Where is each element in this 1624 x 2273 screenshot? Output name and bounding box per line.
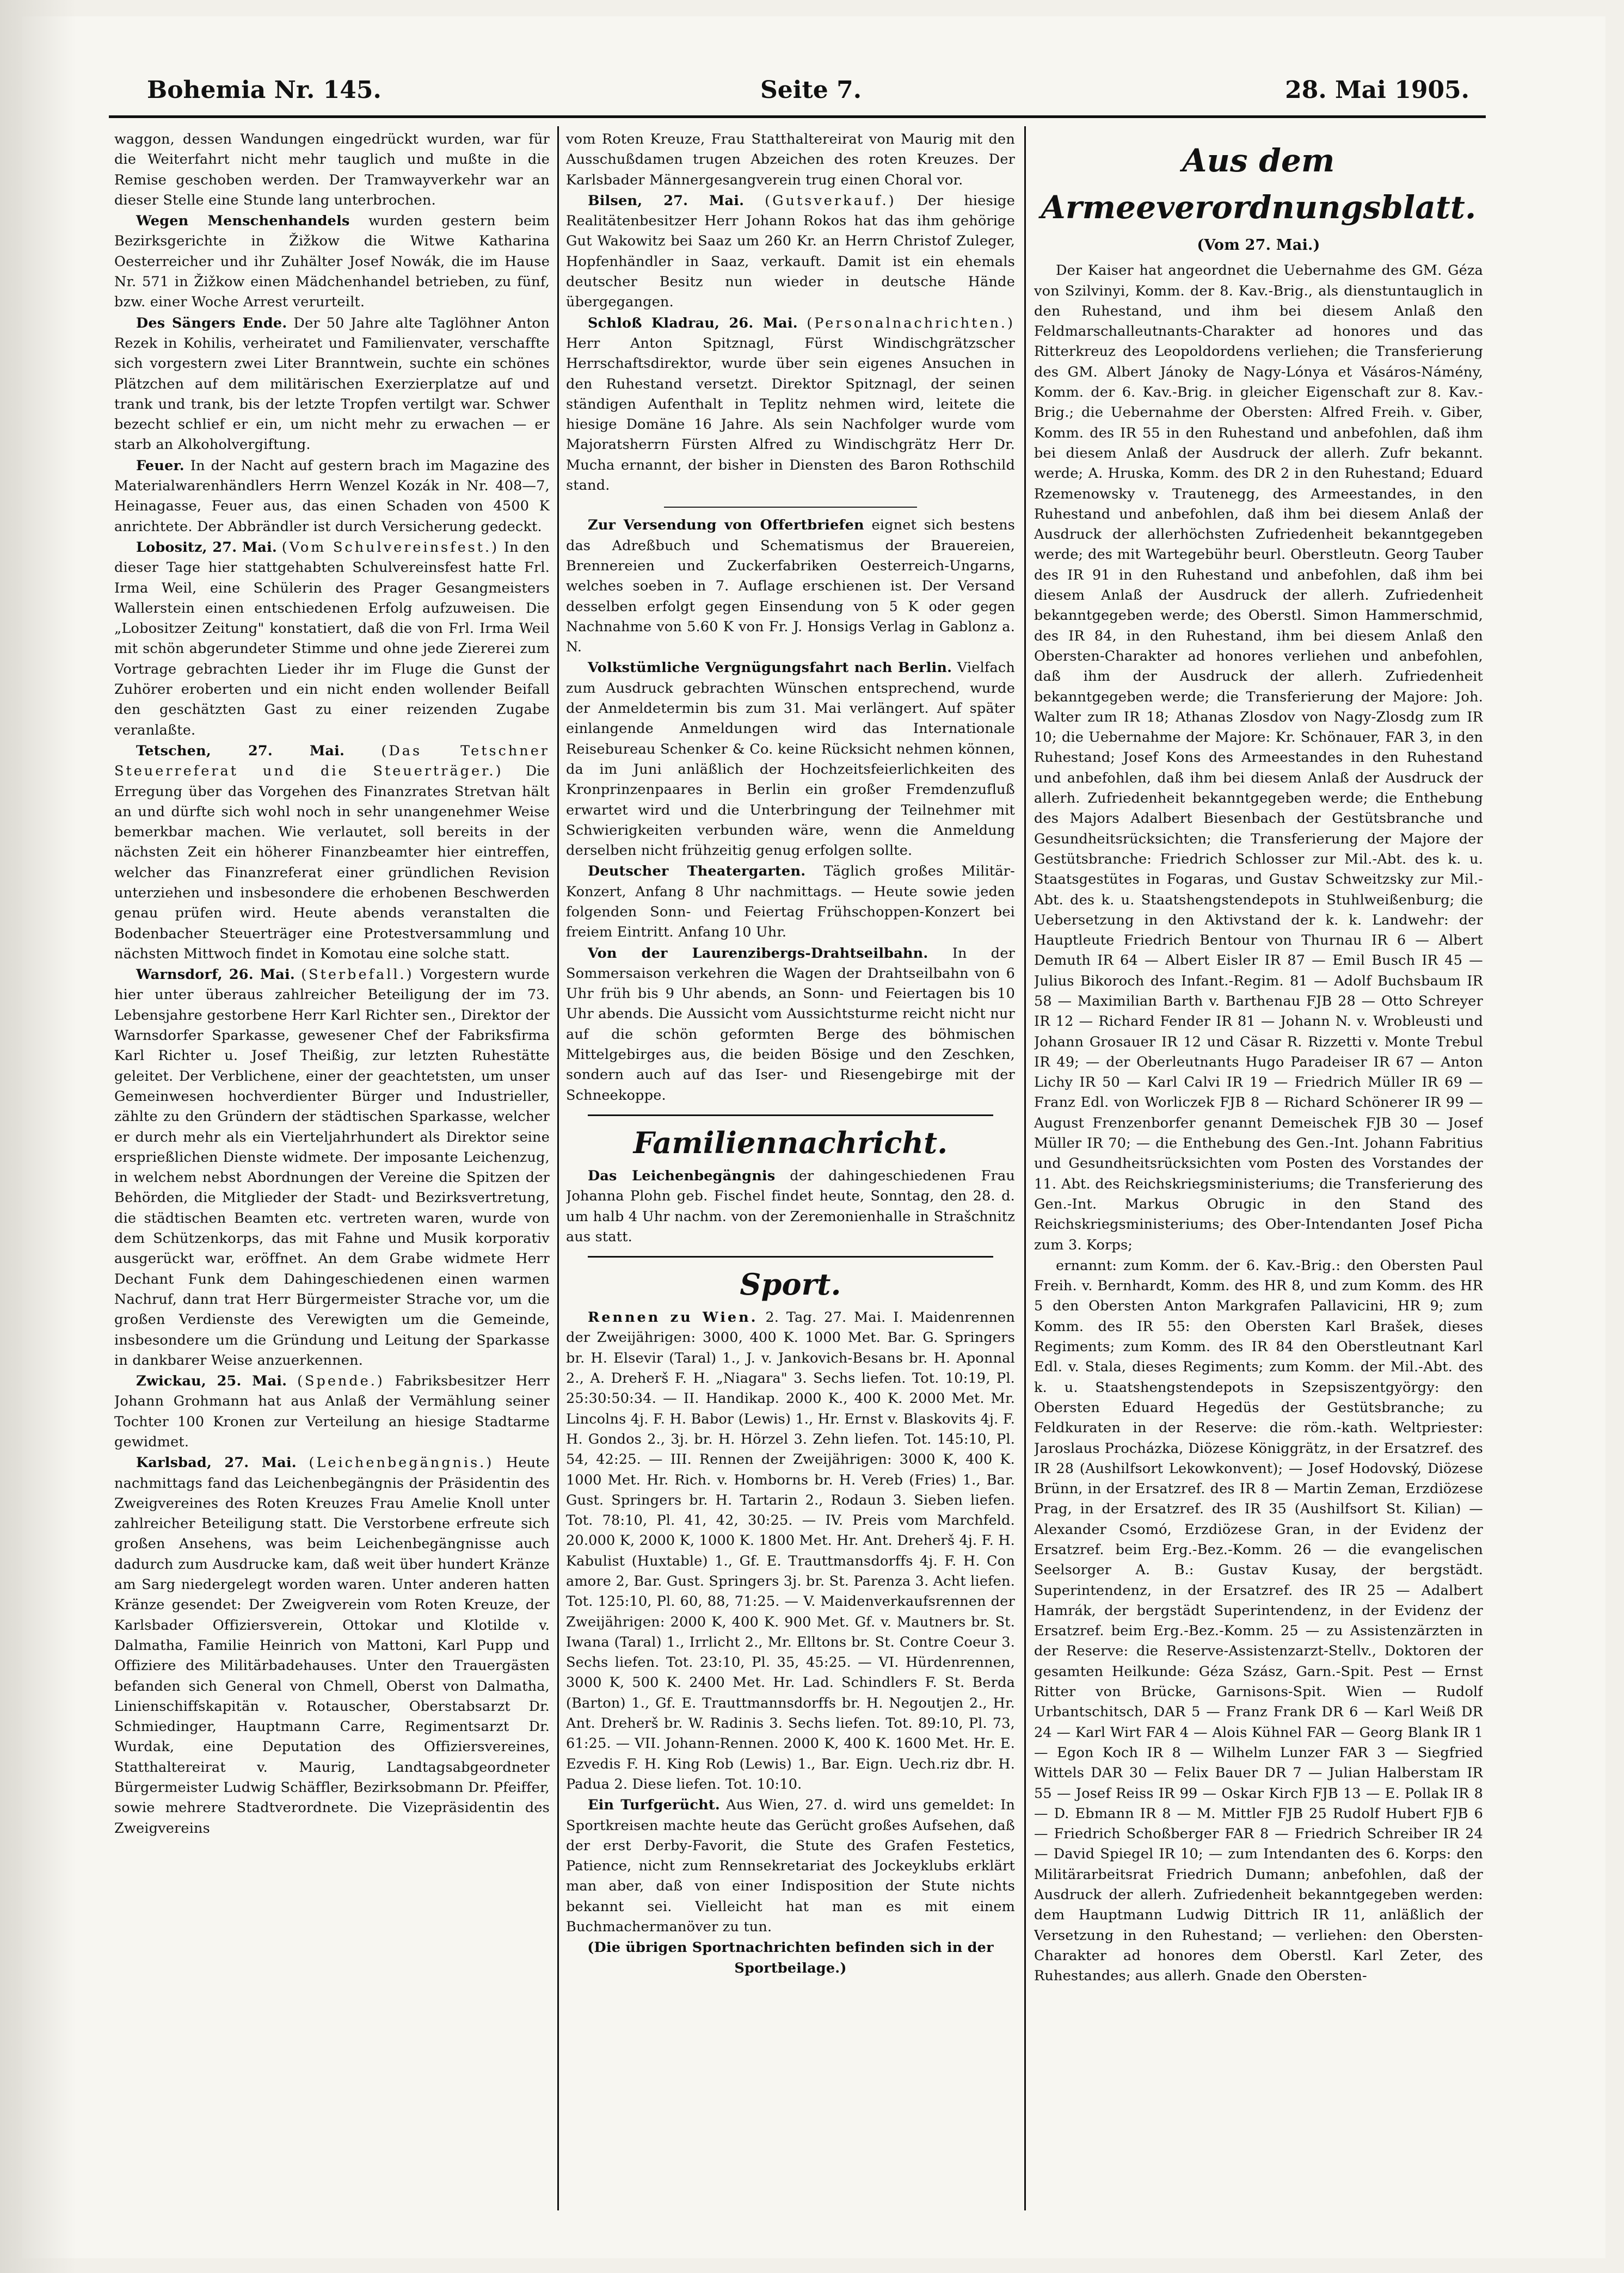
article-feuer <box>114 456 550 537</box>
article-body: 2. Tag. 27. Mai. I. Maidenrennen der Zweijährigen: 3000, 400 K. 1000 Met. Bar. G. Springers br. H. Elsevir (Taral) 1., J. v. Jankovich-Besans br. H. Aponnal 2., A. Dreherš F. H. „Niagara" 3. Sechs liefen. Tot. 10:19, Pl. 25:30:50:34. — II. Handikap. 2000 K., 400 K. 2000 Met. Mr. Lincolns 4j. F. H. Babor (Lewis) 1., Hr. Ernst v. Blaskovits 4j. F. H. Gondos 2., 3j. br. H. Hörzel 3. Zehn liefen. Tot. 145:10, Pl. 54, 42:25. — III. Rennen der Zweijährigen: 3000 K, 400 K. 1000 Met. Hr. Rich. v. Homborns br. H. Vereb (Fries) 1., Bar. Gust. Springers br. H. Tartarin 2., Rodaun 3. Sieben liefen. Tot. 78:10, Pl. 41, 42, 30:25. — IV. Preis vom Marchfeld. 20.000 K, 2000 K, 1000 K. 1800 Met. Hr. Ant. Dreherš 4j. F. H. Kabulist (Huxtable) 1., Gf. E. Trauttmansdorffs 4j. F. H. Con amore 2, Bar. Gust. Springers 3j. br. St. Parenza 3. Acht liefen. Tot. 125:10, Pl. 60, 88, 71:25. — V. Maidenverkaufsrennen der Zweijährigen: 2000 K, 400 K. 900 Met. Gf. v. Mautners br. St. Iwana (Taral) 1., Irrlicht 2., Mr. Elltons br. St. Contre Coeur 3. Sechs liefen. Tot. 23:10, Pl. 35, 45:25. — VI. Hürdenrennen, 3000 K, 500 K. 2400 Met. Hr. Lad. Schindlers F. St. Berda (Barton) 1., Gf. E. Trauttmannsdorffs br. H. Negoutjen 2., Hr. Ant. Dreherš br. W. Radinis 3. Sechs liefen. Tot. 89:10, Pl. 73, 61:25. — VII. Johann-Rennen. 2000 K, 400 K. 1600 Met. Hr. E. Ezvedis F. H. King Rob (Lewis) 1., Bar. Eign. Uech.riz dbr. H. Padua 2. Diese liefen. Tot. 10:10. <box>566 1309 1015 1792</box>
article-vergnuegungsfahrt <box>566 658 1015 861</box>
article-karlsbad <box>114 1453 550 1839</box>
article-lead: Zwickau, 25. Mai. <box>136 1373 287 1390</box>
article-wegen-menschenhandels <box>114 211 550 312</box>
article-warnsdorf <box>114 965 550 1371</box>
section-heading-sport: Sport. <box>740 1267 841 1302</box>
article-lead: Zur Versendung von Offertbriefen <box>588 517 864 534</box>
section-heading-army: Aus dem Armeeverordnungsblatt. <box>1041 142 1477 226</box>
sport-note: (Die übrigen Sportnachrichten befinden sich in der Sportbeilage.) <box>587 1939 994 1976</box>
article-body: wurden gestern beim Bezirksgerichte in Žižkow die Witwe Katharina Oesterreicher und ihr Zuhälter Josef Nowák, die im Hause Nr. 571 in Žižkow einen Mädchenhandel betrieben, zu fünf, bzw. einer Woche Arrest verurteilt. <box>114 213 550 311</box>
article-bilsen <box>566 191 1015 313</box>
article-lead: Ein Turfgerücht. <box>588 1797 720 1814</box>
article-theatergarten <box>566 861 1015 943</box>
section-heading-family: Familiennachricht. <box>633 1125 948 1160</box>
header-page-number: Seite 7. <box>760 76 862 104</box>
column-right <box>1034 130 1483 2197</box>
column-divider-2 <box>1024 126 1026 2210</box>
article-leichenbegaengnis <box>566 1166 1015 1247</box>
page-header <box>147 76 1469 114</box>
article-lead: Karlsbad, 27. Mai. <box>136 1455 297 1471</box>
article-text: waggon, dessen Wandungen eingedrückt wurden, war für die Weiterfahrt nicht mehr tauglich und mußte in die Remise geschoben werden. Der Tramwayverkehr war an dieser Stelle eine Stunde lang unterbrochen. <box>114 131 550 208</box>
article-turfgeruecht <box>566 1795 1015 1937</box>
column-left <box>114 130 550 2197</box>
section-subheading-date: (Vom 27. Mai.) <box>1197 237 1320 254</box>
article-lead: Wegen Menschenhandels <box>136 213 350 230</box>
article-drahtseilbahn <box>566 944 1015 1106</box>
article-lead: Bilsen, 27. Mai. <box>588 192 745 209</box>
article-body: Der hiesige Realitätenbesitzer Herr Johann Rokos hat das ihm gehörige Gut Wakowitz bei Saaz um 260 Kr. an Herrn Christof Zuleger, Hopfenhändler in Saaz, verkauft. Damit ist ein ehemals deutscher Besitz nun wieder in deutsche Hände übergegangen. <box>566 192 1015 311</box>
header-newspaper-issue: Bohemia Nr. 145. <box>147 76 382 104</box>
article-body: Fabriksbesitzer Herr Johann Grohmann hat aus Anlaß der Vermählung seiner Tochter 100 Kronen zur Verteilung an hiesige Stadtarme gewidmet. <box>114 1373 550 1450</box>
article-army-appointments: ernannt: zum Komm. der 6. Kav.-Brig.: den Obersten Paul Freih. v. Bernhardt, Komm. des HR 8, und zum Komm. des HR 5 den Obersten Anton Markgrafen Pallavicini, HR 9; zum Komm. des IR 55: den Obersten Karl Brašek, dieses Regiments; zum Komm. des IR 84 den Oberstleutnant Karl Edl. v. Stala, dieses Regiments; zum Komm. der Mil.-Abt. des k. u. Staatshengstendepots in Szepsiszentgyörgy: den Obersten Eduard Hegedüs der Gestütsbranche; zu Feldkuraten in der Reserve: die röm.-kath. Weltpriester: Jaroslaus Procházka, Diözese Königgrätz, in der Ersatzref. des IR 28 (Aushilfsort Lekowkonvent); — Josef Hodovský, Diözese Brünn, in der Ersatzref. des IR 8 — Martin Zeman, Erzdiözese Prag, in der Ersatzref. des IR 35 (Aushilfsort St. Kilian) — Alexander Csomó, Erzdiözese Gran, in der Evidenz der Ersatzref. beim Erg.-Bez.-Komm. 26 — die evangelischen Seelsorger A. B.: Gustav Kusay, der bergstädt. Superintendenz, in der Ersatzref. des IR 25 — Adalbert Hamrák, der bergstädt Superintendenz, in der Evidenz der Ersatzref. beim Erg.-Bez.-Komm. 25 — zu Assistenzärzten in der Reserve: die Reserve-Assistenzarzt-Stellv., Doktoren der gesamten Heilkunde: Géza Szász, Garn.-Spit. Pest — Ernst Ritter von Brücke, Garnisons-Spit. Wien — Rudolf Urbantschitsch, DAR 5 — Franz Frank DR 6 — Karl Weiß DR 24 — Karl Wirt FAR 4 — Alois Kühnel FAR — Georg Blank IR 1 — Egon Koch IR 8 — Wilhelm Lunzer FAR 3 — Siegfried Wittels DAR 30 — Felix Bauer DR 7 — Julian Halberstam IR 55 — Josef Reiss IR 99 — Oskar Kirch FJB 13 — E. Pollak IR 8 — D. Ebmann IR 8 — M. Mittler FJB 25 Rudolf Hubert FJB 6 — Friedrich Schoßberger FAR 8 — Friedrich Schreiber IR 24 — David Spiegel IR 10; — zum Intendanten des 6. Korps: den Militärarbeitsrat Friedrich Dumann; anbefohlen, daß der Ausdruck der allerh. Zufriedenheit bekanntgegeben werden: dem Hauptmann Ludwig Dittrich IR 11, anläßlich der Versetzung in den Ruhestand; — verliehen: den Obersten-Charakter ad honores dem Oberstl. Karl Zeter, des Ruhestandes; aus allerh. Gnade den Obersten- <box>1034 1257 1483 1985</box>
article-lead: Rennen zu Wien. <box>588 1309 758 1326</box>
article-text: vom Roten Kreuze, Frau Statthaltereirat von Maurig mit den Ausschußdamen trugen Abzeichen des roten Kreuzes. Der Karlsbader Männergesangverein trug einen Choral vor. <box>566 131 1015 188</box>
article-body: Vorgestern wurde hier unter überaus zahlreicher Beteiligung der im 73. Lebensjahre gestorbene Herr Karl Richter sen., Direktor der Warnsdorfer Sparkasse, gewesener Chef der Fabriksfirma Karl Richter u. Josef Theißig, zur letzten Ruhestätte geleitet. Der Verblichene, einer der geachtetsten, um unser Gemeinwesen hochverdienter Bürger und Industrieller, zählte zu den Gründern der städtischen Sparkasse, welcher er durch mehr als ein Vierteljahrhundert als Direktor seine ersprießlichen Dienste widmete. Der imposante Leichenzug, in welchem nebst Abordnungen der Vereine die Spitzen der Behörden, die Mitglieder der Stadt- und Bezirksvertretung, die städtischen Beamten etc. vertreten waren, wurde von dem Schützenkorps, das mit Fahne und Musik korporativ ausgerückt war, eröffnet. An dem Grabe widmete Herr Dechant Funk dem Dahingeschiedenen einen warmen Nachruf, dann trat Herr Bürgermeister Strache vor, um die großen Verdienste des Verewigten um die Gemeinde, insbesondere um die Gründung und Leitung der Sparkasse in dankbarer Weise anzuerkennen. <box>114 966 550 1369</box>
article-zwickau <box>114 1371 550 1452</box>
header-rule <box>109 115 1486 118</box>
page-edge-shadow <box>0 0 76 2273</box>
article-lead: Volkstümliche Vergnügungsfahrt nach Berlin. <box>588 660 952 676</box>
article-lead: Tetschen, 27. Mai. <box>136 742 345 759</box>
article-lead: Feuer. <box>136 457 184 474</box>
article-subtitle: (Spende.) <box>297 1373 385 1390</box>
article-lead: Lobositz, 27. Mai. <box>136 539 277 556</box>
article-body: Heute nachmittags fand das Leichenbegängnis der Präsidentin des Zweigvereines des Roten Kreuzes Frau Amelie Knoll unter zahlreicher Beteiligung statt. Die Verstorbene erfreute sich großen Ansehens, was beim Leichenbegängnisse auch dadurch zum Ausdrucke kam, daß weit über hundert Kränze am Sarg niedergelegt worden waren. Unter anderen hatten Kränze gesendet: Der Zweigverein vom Roten Kreuze, der Karlsbader Offiziersverein, Ottokar und Klotilde v. Dalmatha, Familie Heinrich von Mattoni, Karl Pupp und Offiziere des Militärbadehauses. Unter den Trauergästen befanden sich General von Chmell, Oberst von Dalmatha, Linienschiffskapitän v. Rotauscher, Oberstabsarzt Dr. Schmiedinger, Hauptmann Carre, Regimentsarzt Dr. Wurdak, eine Deputation des Offiziersvereines, Statthaltereirat v. Maurig, Landtagsabgeordneter Bürgermeister Ludwig Schäffler, Bezirksobmann Dr. Pfeiffer, sowie mehrere Stadtverordnete. Die Vizepräsidentin des Zweigvereins <box>114 1455 550 1837</box>
article-subtitle: (Personalnachrichten.) <box>807 315 1015 331</box>
article-offertbriefe <box>566 515 1015 657</box>
article-subtitle: (Das Tetschner Steuerreferat und die Steuerträger.) <box>114 742 550 780</box>
article-schloss-kladrau <box>566 313 1015 496</box>
article-rennen-wien <box>566 1308 1015 1795</box>
article-body: In den dieser Tage hier stattgehabten Schulvereinsfest hatte Frl. Irma Weil, eine Schülerin des Prager Gesangmeisters Wallerstein einen entschiedenen Erfolg aufzuweisen. Die „Lobositzer Zeitung" konstatiert, daß die von Frl. Irma Weil mit schön abgerundeter Stimme und ohne jede Ziererei zum Vortrage gebrachten Lieder ihr im Fluge die Gunst der Zuhörer eroberten und ein nicht enden wollender Beifall den geschätzten Gast zu einer reizenden Zugabe veranlaßte. <box>114 539 550 738</box>
article-body: Aus Wien, 27. d. wird uns gemeldet: In Sportkreisen machte heute das Gerücht großes Aufsehen, daß der erst Derby-Favorit, die Stute des Grafen Festetics, Patience, nicht zum Rennsekretariat des Jockeyklubs erklärt man aber, daß von einer Indisposition der Stute nichts bekannt sei. Vielleicht hat man es mit einem Buchmachermanöver zu tun. <box>566 1797 1015 1936</box>
article-body: In der Sommersaison verkehren die Wagen der Drahtseilbahn von 6 Uhr früh bis 9 Uhr abends, an Sonn- und Feiertagen bis 10 Uhr abends. Die Aussicht vom Aussichtsturme reicht nicht nur auf die schön geformten Berge des böhmischen Mittelgebirges aus, die beiden Bösige und den Zeschken, sondern auch auf das Iser- und Riesengebirge mit der Schneekoppe. <box>566 945 1015 1104</box>
article-subtitle: (Gutsverkauf.) <box>765 192 896 209</box>
header-date: 28. Mai 1905. <box>1285 76 1469 104</box>
article-lead: Schloß Kladrau, 26. Mai. <box>588 315 798 331</box>
article-body: In der Nacht auf gestern brach im Magazine des Materialwarenhändlers Herrn Wenzel Kozák in Nr. 408—7, Heinagasse, Feuer aus, das einen Schaden von 4500 K anrichtete. Der Abbrändler ist durch Versicherung gedeckt. <box>114 457 550 535</box>
section-divider <box>664 507 917 508</box>
article-lead: Des Sängers Ende. <box>136 315 287 331</box>
article-army-orders: Der Kaiser hat angeordnet die Uebernahme des GM. Géza von Szilvinyi, Komm. der 8. Kav.-Brig., als dienstuntauglich in den Ruhestand, und ihm bei diesem Anlaß den Feldmarschalleutnants-Charakter ad honores und das Ritterkreuz des Leopoldordens verliehen; die Transferierung des GM. Albert Jánoky de Nagy-Lónya et Vásáros-Námény, Komm. der 6. Kav.-Brig. in gleicher Eigenschaft zur 8. Kav.-Brig.; die Uebernahme der Obersten: Alfred Freih. v. Giber, Komm. des IR 55 in den Ruhestand und anbefohlen, daß ihm bei diesem Anlaß der Ausdruck der allerh. Zufr bekannt. werde; A. Hruska, Komm. des DR 2 in den Ruhestand; Eduard Rzemenowsky v. Trautenegg, des Armeestandes, in den Ruhestand und anbefohlen, daß ihm bei diesem Anlaß der Ausdruck der allerhöchsten Zufriedenheit bekanntgegeben werde; des mit Wartegebühr beurl. Oberstleutn. Georg Tauber des IR 91 in den Ruhestand und anbefohlen, daß ihm bei diesem Anlaß der Ausdruck der allerh. Zufriedenheit bekanntgegeben werde; des Oberstl. Simon Hammerschmid, des IR 84, in den Ruhestand, ihm bei diesem Anlaß den Obersten-Charakter ad honores verliehen und anbefohlen, daß ihm der Ausdruck der allerh. Zufriedenheit bekanntgegeben werde; die Transferierung der Majore: Joh. Walter zum IR 18; Athanas Zlosdov von Nagy-Zlosdg zum IR 10; die Uebernahme der Majore: Kr. Schönauer, FAR 3, in den Ruhestand; Josef Kons des Armeestandes in den Ruhestand und anbefohlen, daß ihm bei diesem Anlaß der Ausdruck der allerh. Zufriedenheit bekanntgegeben werde; die Enthebung des Majors Adalbert Biesenbach der Gestütsbranche und Gesundheitsrücksichten; die Transferierung der Majore der Gestütsbranche: Friedrich Schlosser zur Mil.-Abt. des k. u. Staatsgestütes in Fogaras, und Gustav Schweitzsky zur Mil.-Abt. des k. u. Staatshengstendepots in Stuhlweißenburg; die Uebersetzung in den Aktivstand der k. k. Landwehr: der Hauptleute Friedrich Bentour von Thurnau IR 6 — Albert Demuth IR 64 — Albert Eisler IR 87 — Emil Busch IR 45 — Julius Bikoroch des Infant.-Regim. 81 — Adolf Buchsbaum IR 58 — Maximilian Barth v. Barthenau FJB 28 — Otto Schreyer IR 12 — Richard Fender IR 81 — Johann N. v. Wrobleusti und Johann Grosauer IR 12 und Cäsar R. Rizzetti v. Monte Trebul IR 49; — der Oberleutnants Hugo Paradeiser IR 67 — Anton Lichy IR 50 — Karl Calvi IR 19 — Friedrich Müller IR 69 — Franz Edl. von Worliczek FJB 8 — Richard Schönerer IR 99 — August Frenzenborfer genannt Demeischek FJB 30 — Josef Müller IR 70; — die Enthebung des Gen.-Int. Johann Fabritius und Gesundheitsrücksichten vom Posten des Vorstandes der 11. Abt. des Reichskriegsministeriums; die Transferierung des Gen.-Int. Markus Obrugic in den Stand des Reichskriegsministeriums; des Ober-Intendanten Josef Picha zum 3. Korps; <box>1034 262 1483 1253</box>
section-divider <box>588 1114 993 1116</box>
article-body: Herr Anton Spitznagl, Fürst Windischgrätzscher Herrschaftsdirektor, wurde über sein eigenes Ansuchen in den Ruhestand versetzt. Direktor Spitznagl, der seinen ständigen Aufenthalt in Teplitz nehmen wird, leitete die hiesige Domäne 16 Jahre. Als sein Nachfolger wurde vom Majoratsherrn Fürsten Alfred zu Windischgrätz Herr Dr. Mucha ernannt, der bisher in Diensten des Baron Rothschild stand. <box>566 335 1015 494</box>
article-lead: Deutscher Theatergarten. <box>588 863 806 880</box>
section-divider <box>588 1256 993 1258</box>
article-body: eignet sich bestens das Adreßbuch und Schematismus der Brauereien, Brennereien und Zuckerfabriken Oesterreich-Ungarns, welches soeben in 7. Auflage erschienen ist. Der Versand desselben erfolgt gegen Einsendung von 5 K oder gegen Nachnahme von 5.60 K von Fr. J. Honsigs Verlag in Gablonz a. N. <box>566 517 1015 656</box>
article-subtitle: (Leichenbegängnis.) <box>309 1455 494 1471</box>
article-lead: Warnsdorf, 26. Mai. <box>136 966 295 983</box>
article-subtitle: (Vom Schulvereinsfest.) <box>281 539 500 556</box>
article-lead: Von der Laurenzibergs-Drahtseilbahn. <box>588 945 928 962</box>
article-body: Der 50 Jahre alte Taglöhner Anton Rezek in Kohilis, verheiratet und Familienvater, verschaffte sich vorgestern zwei Liter Branntwein, suchte ein schönes Plätzchen auf dem militärischen Exerzierplatze auf und trank und trank, bis der letzte Tropfen vertilgt war. Schwer bezecht schlief er ein, um nicht mehr zu erwachen — er starb an Alkoholvergiftung. <box>114 315 550 453</box>
article-body: Täglich großes Militär-Konzert, Anfang 8 Uhr nachmittags. — Heute sowie jeden folgenden Sonn- und Feiertag Frühschoppen-Konzert bei freiem Eintritt. Anfang 10 Uhr. <box>566 863 1015 941</box>
article-body: der dahingeschiedenen Frau Johanna Plohn geb. Fischel findet heute, Sonntag, den 28. d. um halb 4 Uhr nachm. von der Zeremonienhalle in Strašchnitz aus statt. <box>566 1167 1015 1245</box>
article-lead: Das Leichenbegängnis <box>588 1167 776 1184</box>
article-body: Vielfach zum Ausdruck gebrachten Wünschen entsprechend, wurde der Anmeldetermin bis zum 31. Mai verlängert. Auf später einlangende Anmeldungen wird das Internationale Reisebureau Schenker & Co. keine Rücksicht nehmen können, da im Juni anläßlich der Hochzeitsfeierlichkeiten des Kronprinzenpaares in Berlin ein großer Fremdenzufluß erwartet wird und die Unterbringung der Teilnehmer mit Schwierigkeiten verbunden wäre, wenn die Anmeldung derselben nicht frühzeitig genug erfolgen sollte. <box>566 660 1015 859</box>
column-middle <box>566 130 1015 2197</box>
column-divider-1 <box>557 126 559 2210</box>
article-saengers-ende <box>114 313 550 455</box>
article-lobositz <box>114 538 550 741</box>
article-subtitle: (Sterbefall.) <box>301 966 414 983</box>
article-tetschen <box>114 741 550 964</box>
article-body: Die Erregung über das Vorgehen des Finanzrates Stretvan hält an und dürfte sich wohl noch in sehr unangenehmer Weise bemerkbar machen. Wie verlautet, soll bereits in der nächsten Zeit ein höherer Finanzbeamter hier eintreffen, welcher das Finanzreferat einer gründlichen Revision unterziehen und insbesondere die erhobenen Beschwerden genau prüfen wird. Heute abends veranstalten die Bodenbacher Steuerträger eine Protestversammlung und nächsten Mittwoch findet in Komotau eine solche statt. <box>114 763 550 962</box>
